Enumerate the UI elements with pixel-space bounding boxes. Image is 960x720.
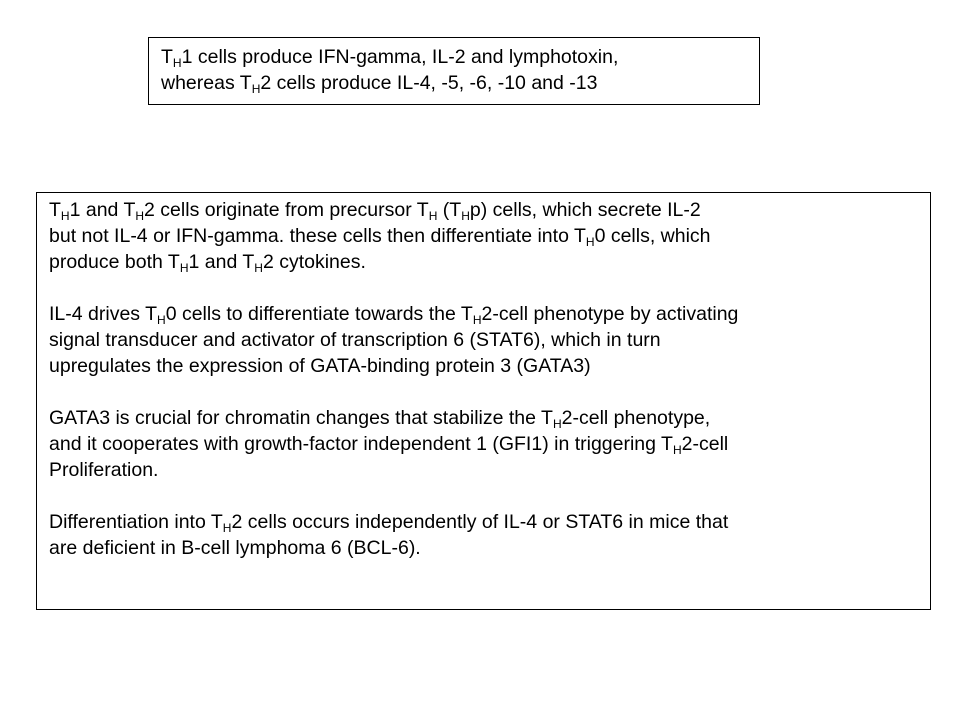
subscript-text: H	[179, 261, 189, 275]
paragraph-line	[49, 509, 930, 535]
subscript-text: H	[461, 209, 470, 223]
text-run: 2-cell	[681, 433, 729, 455]
text-run: 1 and T	[188, 251, 255, 273]
paragraph-line	[49, 353, 930, 379]
text-run: 2 cells produce IL-4, -5, -6, -10 and -13	[260, 72, 598, 94]
paragraph-il4	[49, 301, 930, 379]
paragraph-spacer	[49, 483, 930, 509]
paragraph-line	[49, 223, 930, 249]
subscript-text: H	[428, 209, 438, 223]
text-run: p) cells, which secrete IL-2	[469, 199, 701, 221]
subscript-text: H	[585, 235, 595, 249]
text-run: 0 cells to differentiate towards the T	[165, 303, 473, 325]
paragraph-line	[49, 301, 930, 327]
subscript-text: H	[222, 521, 232, 535]
subscript-text: H	[157, 313, 166, 327]
text-run: T	[49, 199, 61, 221]
paragraph-line	[49, 405, 930, 431]
paragraph-origin	[49, 197, 930, 275]
text-run: upregulates the expression of GATA-binding protein 3 (GATA3)	[49, 355, 591, 377]
text-run: are deficient in B-cell lymphoma 6 (BCL-6).	[49, 537, 421, 559]
text-run: 0 cells, which	[594, 225, 711, 247]
text-run: GATA3 is crucial for chromatin changes that stabilize the T	[49, 407, 553, 429]
summary-line-1	[161, 44, 759, 70]
text-run: 2-cell phenotype,	[561, 407, 711, 429]
subscript-text: H	[60, 209, 70, 223]
text-run: 2 cells originate from precursor T	[144, 199, 429, 221]
paragraph-line	[49, 431, 930, 457]
subscript-text: H	[254, 261, 263, 275]
subscript-text: H	[552, 417, 562, 431]
text-run: T	[161, 46, 173, 68]
text-run: 1 cells produce IFN-gamma, IL-2 and lymphotoxin,	[181, 46, 619, 68]
text-run: IL-4 drives T	[49, 303, 158, 325]
text-run: but not IL-4 or IFN-gamma. these cells then differentiate into T	[49, 225, 586, 247]
text-run: Differentiation into T	[49, 511, 223, 533]
paragraph-bcl6	[49, 509, 930, 561]
subscript-text: H	[172, 56, 182, 70]
text-run: Proliferation.	[49, 459, 159, 481]
paragraph-line	[49, 457, 930, 483]
text-run: whereas T	[161, 72, 252, 94]
paragraph-line	[49, 327, 930, 353]
paragraph-gata3	[49, 405, 930, 483]
subscript-text: H	[672, 443, 682, 457]
text-run: signal transducer and activator of transcription 6 (STAT6), which in turn	[49, 329, 661, 351]
text-run: 2-cell phenotype by activating	[481, 303, 739, 325]
text-run: 2 cells occurs independently of IL-4 or STAT6 in mice that	[231, 511, 729, 533]
text-run: produce both T	[49, 251, 180, 273]
summary-box	[148, 37, 760, 105]
paragraph-spacer	[49, 275, 930, 301]
subscript-text: H	[251, 82, 261, 96]
text-run: 2 cytokines.	[262, 251, 366, 273]
subscript-text: H	[135, 209, 145, 223]
paragraph-line	[49, 197, 930, 223]
paragraph-line	[49, 535, 930, 561]
text-run: (T	[437, 199, 462, 221]
text-run: and it cooperates with growth-factor independent 1 (GFI1) in triggering T	[49, 433, 673, 455]
paragraph-spacer	[49, 379, 930, 405]
subscript-text: H	[472, 313, 482, 327]
summary-line-2	[161, 70, 759, 96]
details-box	[36, 192, 931, 610]
text-run: 1 and T	[69, 199, 136, 221]
paragraph-line	[49, 249, 930, 275]
